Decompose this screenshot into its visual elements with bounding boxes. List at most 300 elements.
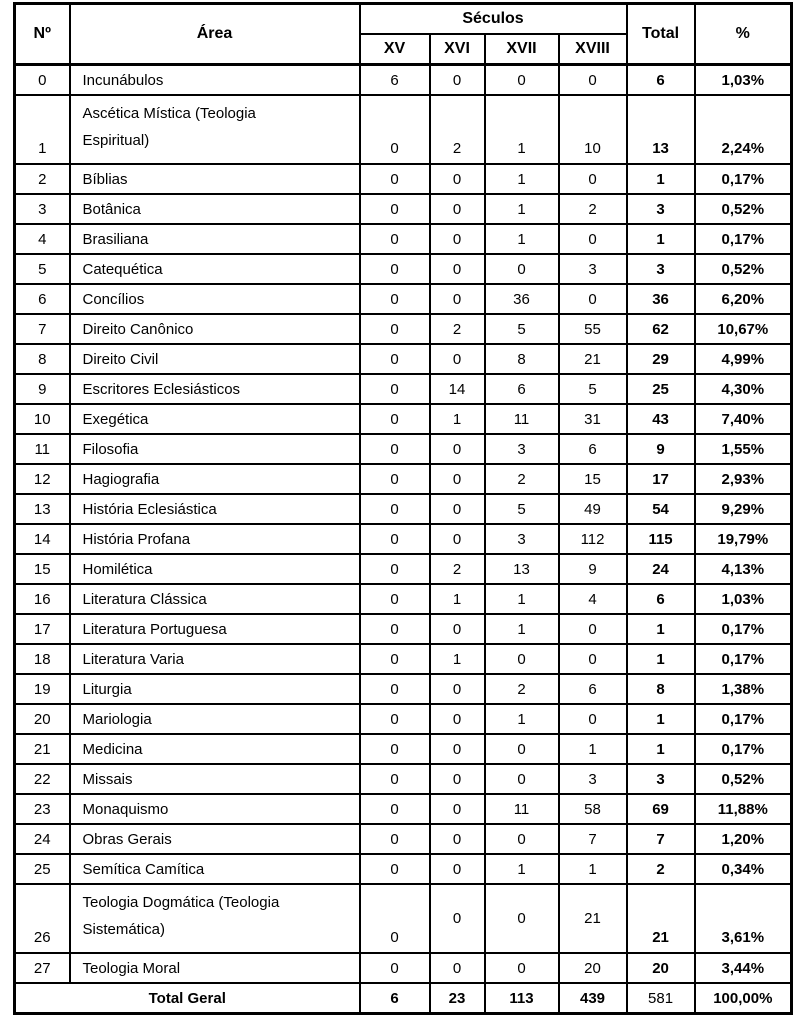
row-area-cell bbox=[70, 644, 360, 674]
row-number-cell: 14 bbox=[15, 524, 70, 554]
row-percent-cell: 0,17% bbox=[695, 614, 792, 644]
row-number-cell: 19 bbox=[15, 674, 70, 704]
row-percent-cell: 0,52% bbox=[695, 254, 792, 284]
area-label-line: Escritores Eclesiásticos bbox=[82, 380, 241, 398]
row-xv-cell: 0 bbox=[360, 434, 430, 464]
row-xvii-cell: 5 bbox=[485, 314, 559, 344]
row-total-cell: 13 bbox=[627, 95, 695, 164]
total-row-xvii: 113 bbox=[485, 983, 559, 1014]
row-xvi-cell: 1 bbox=[430, 584, 485, 614]
row-number-cell: 22 bbox=[15, 764, 70, 794]
table-row bbox=[15, 554, 792, 584]
header-century-xviii: XVIII bbox=[559, 34, 627, 65]
row-total-cell: 3 bbox=[627, 764, 695, 794]
table-row bbox=[15, 314, 792, 344]
row-xvi-cell: 0 bbox=[430, 524, 485, 554]
row-xv-cell: 0 bbox=[360, 674, 430, 704]
table-row bbox=[15, 344, 792, 374]
row-total-cell: 29 bbox=[627, 344, 695, 374]
row-xv-cell: 0 bbox=[360, 644, 430, 674]
row-number-cell: 11 bbox=[15, 434, 70, 464]
row-number-cell: 9 bbox=[15, 374, 70, 404]
row-xvii-cell: 0 bbox=[485, 65, 559, 96]
row-area-cell bbox=[70, 344, 360, 374]
row-number-cell: 17 bbox=[15, 614, 70, 644]
area-label-line: Mariologia bbox=[82, 710, 152, 728]
row-area-cell bbox=[70, 764, 360, 794]
row-percent-cell: 0,52% bbox=[695, 194, 792, 224]
row-xv-cell: 0 bbox=[360, 764, 430, 794]
row-xviii-cell: 2 bbox=[559, 194, 627, 224]
table-row bbox=[15, 614, 792, 644]
table-row bbox=[15, 794, 792, 824]
table-row bbox=[15, 284, 792, 314]
table-row bbox=[15, 884, 792, 953]
row-xviii-cell: 3 bbox=[559, 764, 627, 794]
row-xv-cell: 0 bbox=[360, 284, 430, 314]
row-area-cell bbox=[70, 194, 360, 224]
row-area-cell bbox=[70, 494, 360, 524]
row-area-cell bbox=[70, 953, 360, 983]
table-row bbox=[15, 524, 792, 554]
total-row-label: Total Geral bbox=[15, 983, 360, 1014]
row-total-cell: 1 bbox=[627, 644, 695, 674]
row-number-cell: 27 bbox=[15, 953, 70, 983]
header-seculos: Séculos bbox=[360, 4, 627, 35]
row-xviii-cell: 0 bbox=[559, 164, 627, 194]
row-xviii-cell: 6 bbox=[559, 434, 627, 464]
row-xv-cell: 0 bbox=[360, 854, 430, 884]
area-label-line: Filosofia bbox=[82, 440, 139, 458]
table-row bbox=[15, 194, 792, 224]
row-xvii-cell: 1 bbox=[485, 614, 559, 644]
header-area: Área bbox=[70, 4, 360, 65]
header-row-top bbox=[15, 4, 792, 35]
row-xvi-cell: 0 bbox=[430, 704, 485, 734]
table-row bbox=[15, 95, 792, 164]
table-row bbox=[15, 734, 792, 764]
row-number-cell: 23 bbox=[15, 794, 70, 824]
row-xvi-cell: 0 bbox=[430, 674, 485, 704]
total-row-xviii: 439 bbox=[559, 983, 627, 1014]
row-number-cell: 1 bbox=[15, 95, 70, 164]
area-label-line: Teologia Dogmática (Teologia bbox=[82, 894, 280, 911]
row-xviii-cell: 21 bbox=[559, 344, 627, 374]
row-total-cell: 2 bbox=[627, 854, 695, 884]
row-xvii-cell: 0 bbox=[485, 884, 559, 953]
row-xvi-cell: 0 bbox=[430, 824, 485, 854]
row-percent-cell: 1,38% bbox=[695, 674, 792, 704]
row-xviii-cell: 31 bbox=[559, 404, 627, 434]
table-row bbox=[15, 584, 792, 614]
row-percent-cell: 1,03% bbox=[695, 65, 792, 96]
row-xv-cell: 0 bbox=[360, 494, 430, 524]
row-number-cell: 8 bbox=[15, 344, 70, 374]
row-xviii-cell: 15 bbox=[559, 464, 627, 494]
row-percent-cell: 1,03% bbox=[695, 584, 792, 614]
row-total-cell: 9 bbox=[627, 434, 695, 464]
row-xvii-cell: 5 bbox=[485, 494, 559, 524]
table-body bbox=[15, 65, 792, 984]
row-percent-cell: 4,13% bbox=[695, 554, 792, 584]
row-area-cell bbox=[70, 254, 360, 284]
row-number-cell: 7 bbox=[15, 314, 70, 344]
area-label-line: Sistemática) bbox=[82, 921, 166, 938]
row-xvi-cell: 2 bbox=[430, 554, 485, 584]
row-area-cell bbox=[70, 884, 360, 953]
row-xvi-cell: 0 bbox=[430, 224, 485, 254]
row-percent-cell: 1,55% bbox=[695, 434, 792, 464]
row-percent-cell: 0,17% bbox=[695, 164, 792, 194]
table-header bbox=[15, 4, 792, 65]
row-xvii-cell: 13 bbox=[485, 554, 559, 584]
row-number-cell: 13 bbox=[15, 494, 70, 524]
row-area-cell bbox=[70, 794, 360, 824]
area-label-line: Literatura Varia bbox=[82, 650, 184, 668]
row-total-cell: 43 bbox=[627, 404, 695, 434]
area-label-line: Teologia Moral bbox=[82, 959, 181, 977]
row-xvi-cell: 0 bbox=[430, 764, 485, 794]
row-xvii-cell: 8 bbox=[485, 344, 559, 374]
row-number-cell: 6 bbox=[15, 284, 70, 314]
row-xvi-cell: 0 bbox=[430, 953, 485, 983]
row-percent-cell: 0,34% bbox=[695, 854, 792, 884]
row-xviii-cell: 58 bbox=[559, 794, 627, 824]
header-century-xvii: XVII bbox=[485, 34, 559, 65]
area-label-line: Semítica Camítica bbox=[82, 860, 205, 878]
header-century-xv: XV bbox=[360, 34, 430, 65]
row-xvi-cell: 14 bbox=[430, 374, 485, 404]
row-xvi-cell: 2 bbox=[430, 314, 485, 344]
row-percent-cell: 7,40% bbox=[695, 404, 792, 434]
row-xvii-cell: 1 bbox=[485, 194, 559, 224]
row-area-cell bbox=[70, 314, 360, 344]
row-xvii-cell: 2 bbox=[485, 464, 559, 494]
row-xvi-cell: 0 bbox=[430, 734, 485, 764]
row-xvi-cell: 0 bbox=[430, 614, 485, 644]
row-area-cell bbox=[70, 65, 360, 96]
row-xviii-cell: 4 bbox=[559, 584, 627, 614]
table-row bbox=[15, 674, 792, 704]
row-xvi-cell: 0 bbox=[430, 284, 485, 314]
row-number-cell: 5 bbox=[15, 254, 70, 284]
row-xvi-cell: 1 bbox=[430, 644, 485, 674]
total-row-total: 581 bbox=[627, 983, 695, 1014]
area-label-line: Hagiografia bbox=[82, 470, 160, 488]
row-number-cell: 26 bbox=[15, 884, 70, 953]
row-total-cell: 20 bbox=[627, 953, 695, 983]
row-xvii-cell: 2 bbox=[485, 674, 559, 704]
row-total-cell: 1 bbox=[627, 704, 695, 734]
row-total-cell: 54 bbox=[627, 494, 695, 524]
row-xviii-cell: 0 bbox=[559, 284, 627, 314]
area-label-line: Homilética bbox=[82, 560, 153, 578]
area-label-line: Literatura Clássica bbox=[82, 590, 207, 608]
area-label-line: Obras Gerais bbox=[82, 830, 172, 848]
row-total-cell: 7 bbox=[627, 824, 695, 854]
row-total-cell: 3 bbox=[627, 194, 695, 224]
row-total-cell: 21 bbox=[627, 884, 695, 953]
row-xviii-cell: 10 bbox=[559, 95, 627, 164]
row-area-cell bbox=[70, 524, 360, 554]
row-xvii-cell: 0 bbox=[485, 644, 559, 674]
row-xviii-cell: 55 bbox=[559, 314, 627, 344]
area-label-line: Direito Canônico bbox=[82, 320, 194, 338]
row-xviii-cell: 20 bbox=[559, 953, 627, 983]
table-row bbox=[15, 254, 792, 284]
row-xvi-cell: 2 bbox=[430, 95, 485, 164]
row-xv-cell: 0 bbox=[360, 584, 430, 614]
row-number-cell: 16 bbox=[15, 584, 70, 614]
row-area-cell bbox=[70, 854, 360, 884]
area-label-line: Ascética Mística (Teologia bbox=[82, 105, 256, 122]
row-percent-cell: 19,79% bbox=[695, 524, 792, 554]
row-xviii-cell: 1 bbox=[559, 854, 627, 884]
row-xviii-cell: 9 bbox=[559, 554, 627, 584]
table-row bbox=[15, 404, 792, 434]
row-area-cell bbox=[70, 554, 360, 584]
row-number-cell: 3 bbox=[15, 194, 70, 224]
table-footer bbox=[15, 983, 792, 1014]
row-xviii-cell: 112 bbox=[559, 524, 627, 554]
area-label-line: Literatura Portuguesa bbox=[82, 620, 227, 638]
row-number-cell: 25 bbox=[15, 854, 70, 884]
row-xvi-cell: 0 bbox=[430, 344, 485, 374]
area-label-line: Incunábulos bbox=[82, 71, 164, 89]
row-xv-cell: 0 bbox=[360, 374, 430, 404]
row-xv-cell: 0 bbox=[360, 704, 430, 734]
row-xvi-cell: 0 bbox=[430, 434, 485, 464]
row-area-cell bbox=[70, 95, 360, 164]
row-xviii-cell: 3 bbox=[559, 254, 627, 284]
row-xvii-cell: 1 bbox=[485, 704, 559, 734]
row-total-cell: 17 bbox=[627, 464, 695, 494]
header-num: Nº bbox=[15, 4, 70, 65]
row-xvii-cell: 0 bbox=[485, 824, 559, 854]
row-total-cell: 1 bbox=[627, 224, 695, 254]
row-xvii-cell: 11 bbox=[485, 794, 559, 824]
row-xv-cell: 0 bbox=[360, 314, 430, 344]
row-xv-cell: 0 bbox=[360, 344, 430, 374]
row-xvii-cell: 3 bbox=[485, 524, 559, 554]
row-xv-cell: 0 bbox=[360, 824, 430, 854]
row-xv-cell: 0 bbox=[360, 194, 430, 224]
row-number-cell: 2 bbox=[15, 164, 70, 194]
row-total-cell: 36 bbox=[627, 284, 695, 314]
row-percent-cell: 0,17% bbox=[695, 734, 792, 764]
row-area-cell bbox=[70, 824, 360, 854]
row-xvi-cell: 0 bbox=[430, 464, 485, 494]
row-xv-cell: 0 bbox=[360, 953, 430, 983]
row-xv-cell: 0 bbox=[360, 164, 430, 194]
row-area-cell bbox=[70, 584, 360, 614]
row-percent-cell: 0,17% bbox=[695, 644, 792, 674]
row-xv-cell: 0 bbox=[360, 794, 430, 824]
area-label-line: Brasiliana bbox=[82, 230, 149, 248]
row-xvii-cell: 3 bbox=[485, 434, 559, 464]
row-xvi-cell: 0 bbox=[430, 254, 485, 284]
row-xvii-cell: 1 bbox=[485, 224, 559, 254]
row-xvi-cell: 0 bbox=[430, 164, 485, 194]
row-xviii-cell: 0 bbox=[559, 614, 627, 644]
row-percent-cell: 4,30% bbox=[695, 374, 792, 404]
table-row bbox=[15, 374, 792, 404]
row-total-cell: 1 bbox=[627, 164, 695, 194]
row-xv-cell: 0 bbox=[360, 734, 430, 764]
total-row-percent: 100,00% bbox=[695, 983, 792, 1014]
row-xv-cell: 0 bbox=[360, 554, 430, 584]
row-total-cell: 8 bbox=[627, 674, 695, 704]
row-xv-cell: 0 bbox=[360, 614, 430, 644]
row-xv-cell: 0 bbox=[360, 464, 430, 494]
row-xvi-cell: 0 bbox=[430, 854, 485, 884]
row-total-cell: 1 bbox=[627, 734, 695, 764]
row-area-cell bbox=[70, 674, 360, 704]
row-xvii-cell: 1 bbox=[485, 584, 559, 614]
row-total-cell: 25 bbox=[627, 374, 695, 404]
row-xviii-cell: 0 bbox=[559, 65, 627, 96]
row-percent-cell: 0,52% bbox=[695, 764, 792, 794]
row-area-cell bbox=[70, 164, 360, 194]
table-row bbox=[15, 494, 792, 524]
row-xviii-cell: 6 bbox=[559, 674, 627, 704]
total-row bbox=[15, 983, 792, 1014]
row-xviii-cell: 0 bbox=[559, 704, 627, 734]
row-xvii-cell: 0 bbox=[485, 254, 559, 284]
row-number-cell: 18 bbox=[15, 644, 70, 674]
row-xv-cell: 0 bbox=[360, 95, 430, 164]
table-row bbox=[15, 644, 792, 674]
table-row bbox=[15, 704, 792, 734]
table-row bbox=[15, 65, 792, 96]
row-xvi-cell: 0 bbox=[430, 194, 485, 224]
row-number-cell: 4 bbox=[15, 224, 70, 254]
row-percent-cell: 0,17% bbox=[695, 224, 792, 254]
area-label-line: Bíblias bbox=[82, 170, 128, 188]
row-xviii-cell: 21 bbox=[559, 884, 627, 953]
row-percent-cell: 3,61% bbox=[695, 884, 792, 953]
row-xviii-cell: 0 bbox=[559, 224, 627, 254]
row-total-cell: 3 bbox=[627, 254, 695, 284]
header-century-xvi: XVI bbox=[430, 34, 485, 65]
row-xvii-cell: 1 bbox=[485, 164, 559, 194]
row-total-cell: 6 bbox=[627, 65, 695, 96]
row-xviii-cell: 49 bbox=[559, 494, 627, 524]
row-xv-cell: 0 bbox=[360, 524, 430, 554]
row-xv-cell: 0 bbox=[360, 254, 430, 284]
row-xvii-cell: 0 bbox=[485, 953, 559, 983]
row-area-cell bbox=[70, 404, 360, 434]
table-row bbox=[15, 764, 792, 794]
row-xv-cell: 0 bbox=[360, 404, 430, 434]
row-xviii-cell: 7 bbox=[559, 824, 627, 854]
row-total-cell: 1 bbox=[627, 614, 695, 644]
row-xviii-cell: 1 bbox=[559, 734, 627, 764]
row-xvi-cell: 1 bbox=[430, 404, 485, 434]
row-area-cell bbox=[70, 374, 360, 404]
row-xvi-cell: 0 bbox=[430, 794, 485, 824]
row-xvii-cell: 11 bbox=[485, 404, 559, 434]
row-xvii-cell: 0 bbox=[485, 764, 559, 794]
row-percent-cell: 0,17% bbox=[695, 704, 792, 734]
area-label-line: Concílios bbox=[82, 290, 145, 308]
area-label-line: Espiritual) bbox=[82, 132, 150, 149]
row-number-cell: 10 bbox=[15, 404, 70, 434]
row-percent-cell: 10,67% bbox=[695, 314, 792, 344]
area-label-line: Catequética bbox=[82, 260, 163, 278]
row-percent-cell: 11,88% bbox=[695, 794, 792, 824]
total-row-xvi: 23 bbox=[430, 983, 485, 1014]
row-number-cell: 21 bbox=[15, 734, 70, 764]
row-xvii-cell: 1 bbox=[485, 854, 559, 884]
area-label-line: Missais bbox=[82, 770, 133, 788]
row-area-cell bbox=[70, 614, 360, 644]
row-area-cell bbox=[70, 734, 360, 764]
row-xv-cell: 0 bbox=[360, 884, 430, 953]
table-row bbox=[15, 434, 792, 464]
area-label-line: História Profana bbox=[82, 530, 191, 548]
row-number-cell: 0 bbox=[15, 65, 70, 96]
header-percent: % bbox=[695, 4, 792, 65]
row-total-cell: 6 bbox=[627, 584, 695, 614]
total-row-xv: 6 bbox=[360, 983, 430, 1014]
table-row bbox=[15, 164, 792, 194]
row-xviii-cell: 5 bbox=[559, 374, 627, 404]
row-xvii-cell: 1 bbox=[485, 95, 559, 164]
row-total-cell: 115 bbox=[627, 524, 695, 554]
row-xv-cell: 6 bbox=[360, 65, 430, 96]
table-row bbox=[15, 464, 792, 494]
row-percent-cell: 2,24% bbox=[695, 95, 792, 164]
row-xvi-cell: 0 bbox=[430, 884, 485, 953]
row-xvii-cell: 36 bbox=[485, 284, 559, 314]
area-label-line: Liturgia bbox=[82, 680, 132, 698]
row-area-cell bbox=[70, 704, 360, 734]
table-row bbox=[15, 224, 792, 254]
row-number-cell: 15 bbox=[15, 554, 70, 584]
row-percent-cell: 9,29% bbox=[695, 494, 792, 524]
area-label-line: História Eclesiástica bbox=[82, 500, 217, 518]
row-percent-cell: 2,93% bbox=[695, 464, 792, 494]
area-label-line: Medicina bbox=[82, 740, 143, 758]
row-xvi-cell: 0 bbox=[430, 494, 485, 524]
area-label-line: Monaquismo bbox=[82, 800, 169, 818]
row-area-cell bbox=[70, 224, 360, 254]
row-xvii-cell: 6 bbox=[485, 374, 559, 404]
row-area-cell bbox=[70, 464, 360, 494]
row-xvii-cell: 0 bbox=[485, 734, 559, 764]
table-row bbox=[15, 824, 792, 854]
area-label-line: Botânica bbox=[82, 200, 141, 218]
header-total: Total bbox=[627, 4, 695, 65]
row-total-cell: 24 bbox=[627, 554, 695, 584]
row-percent-cell: 6,20% bbox=[695, 284, 792, 314]
row-number-cell: 24 bbox=[15, 824, 70, 854]
row-area-cell bbox=[70, 284, 360, 314]
statistics-table bbox=[13, 2, 793, 1015]
row-total-cell: 69 bbox=[627, 794, 695, 824]
row-area-cell bbox=[70, 434, 360, 464]
row-number-cell: 20 bbox=[15, 704, 70, 734]
row-xvi-cell: 0 bbox=[430, 65, 485, 96]
row-xv-cell: 0 bbox=[360, 224, 430, 254]
table-row bbox=[15, 953, 792, 983]
row-number-cell: 12 bbox=[15, 464, 70, 494]
table-row bbox=[15, 854, 792, 884]
area-label-line: Direito Civil bbox=[82, 350, 159, 368]
row-percent-cell: 4,99% bbox=[695, 344, 792, 374]
row-percent-cell: 3,44% bbox=[695, 953, 792, 983]
